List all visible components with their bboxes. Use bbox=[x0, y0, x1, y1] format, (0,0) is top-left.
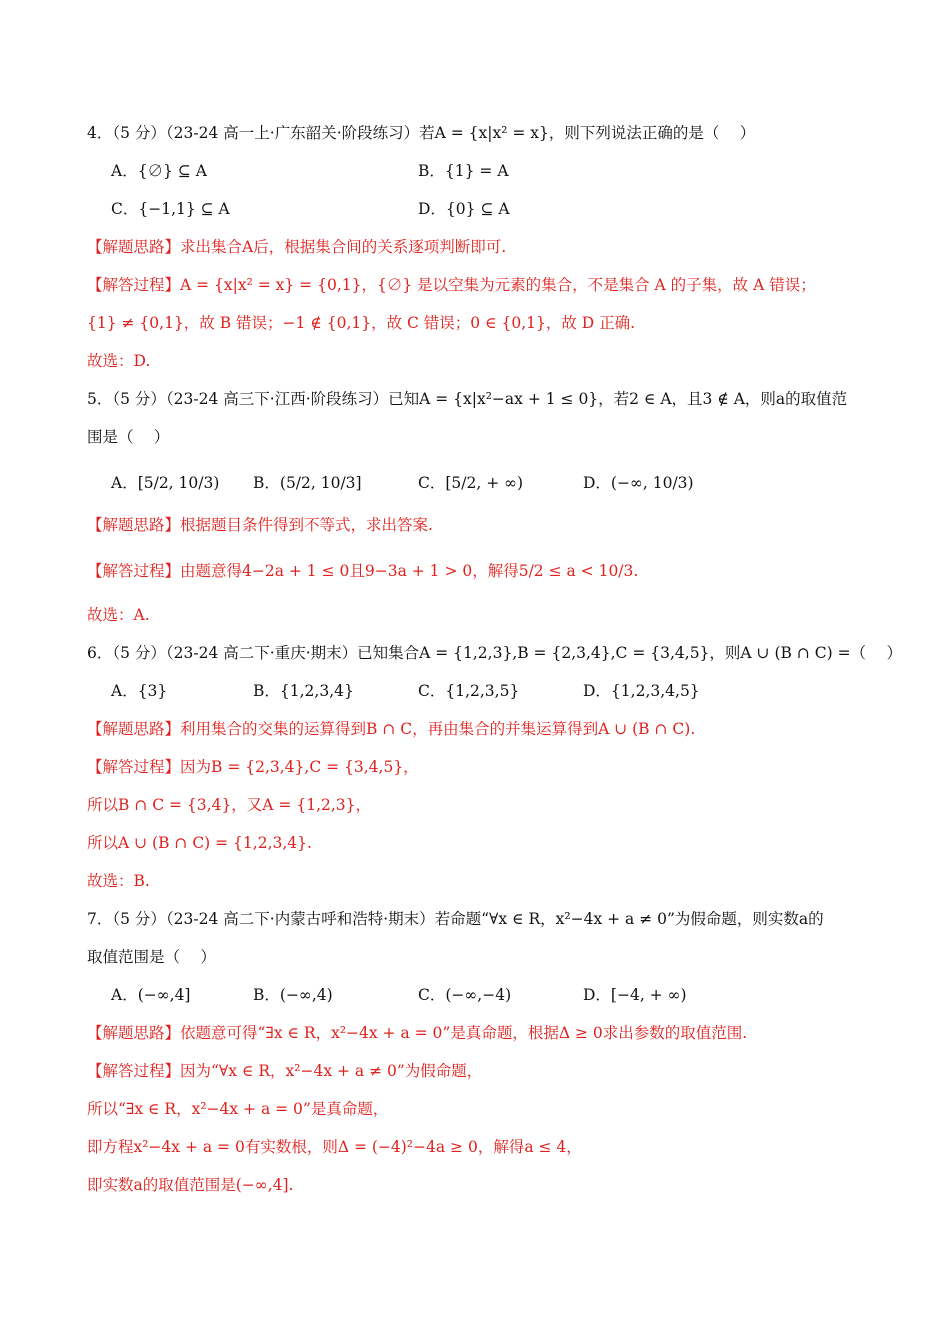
q6-solution-process-line3: 所以A ∪ (B ∩ C) = {1,2,3,4}. bbox=[87, 834, 312, 852]
q4-option-d: D．{0} ⊆ A bbox=[418, 200, 510, 218]
q5-stem-line2: 围是（ ） bbox=[87, 428, 170, 446]
q5-option-a: A．[5/2, 10/3) bbox=[111, 474, 220, 492]
q7-solution-process-line4: 即实数a的取值范围是(−∞,4]. bbox=[87, 1176, 294, 1194]
q6-option-a: A．{3} bbox=[111, 682, 168, 700]
q6-answer: 故选：B. bbox=[87, 872, 150, 890]
q6-stem: 6．（5 分）（23-24 高二下·重庆·期末）已知集合A = {1,2,3},B = {2,3,4},C = {3,4,5}，则A ∪ (B ∩ C) =（ ） bbox=[87, 644, 902, 662]
q7-solution-process-line3: 即方程x²−4x + a = 0有实数根，则Δ = (−4)²−4a ≥ 0，解得a ≤ 4， bbox=[87, 1138, 582, 1156]
q7-option-c: C．(−∞,−4) bbox=[418, 986, 512, 1004]
q5-solution-idea: 【解题思路】根据题目条件得到不等式，求出答案. bbox=[87, 516, 433, 534]
q6-solution-idea: 【解题思路】利用集合的交集的运算得到B ∩ C，再由集合的并集运算得到A ∪ (B ∩ C). bbox=[87, 720, 696, 738]
q7-solution-process-line2: 所以“∃x ∈ R，x²−4x + a = 0”是真命题， bbox=[87, 1100, 389, 1118]
q5-option-c: C．[5/2, + ∞) bbox=[418, 474, 524, 492]
q5-option-d: D．(−∞, 10/3) bbox=[583, 474, 694, 492]
q6-option-d: D．{1,2,3,4,5} bbox=[583, 682, 700, 700]
q4-option-c: C．{−1,1} ⊆ A bbox=[111, 200, 230, 218]
q7-option-b: B．(−∞,4) bbox=[253, 986, 333, 1004]
q5-option-b: B．(5/2, 10/3] bbox=[253, 474, 362, 492]
q4-answer: 故选：D. bbox=[87, 352, 151, 370]
q5-solution-process: 【解答过程】由题意得4−2a + 1 ≤ 0且9−3a + 1 > 0，解得5/2 ≤ a < 10/3. bbox=[87, 562, 639, 580]
q7-option-d: D．[−4, + ∞) bbox=[583, 986, 687, 1004]
q5-answer: 故选：A. bbox=[87, 606, 150, 624]
q7-solution-process-line1: 【解答过程】因为“∀x ∈ R，x²−4x + a ≠ 0”为假命题， bbox=[87, 1062, 483, 1080]
q4-solution-idea: 【解题思路】求出集合A后，根据集合间的关系逐项判断即可. bbox=[87, 238, 507, 256]
q4-solution-process-line2: {1} ≠ {0,1}，故 B 错误；−1 ∉ {0,1}，故 C 错误；0 ∈ {0,1}，故 D 正确. bbox=[87, 314, 636, 332]
q4-option-b: B．{1} = A bbox=[418, 162, 509, 180]
q7-stem-line2: 取值范围是（ ） bbox=[87, 948, 216, 966]
q4-solution-process-line1: 【解答过程】A = {x|x² = x} = {0,1}，{∅} 是以空集为元素的集合，不是集合 A 的子集，故 A 错误； bbox=[87, 276, 816, 294]
q7-stem-line1: 7．（5 分）（23-24 高二下·内蒙古呼和浩特·期末）若命题“∀x ∈ R，x²−4x + a ≠ 0”为假命题，则实数a的 bbox=[87, 910, 824, 928]
q4-stem: 4．（5 分）（23-24 高一上·广东韶关·阶段练习）若A = {x|x² = x}，则下列说法正确的是（ ） bbox=[87, 124, 756, 142]
q6-solution-process-line2: 所以B ∩ C = {3,4}，又A = {1,2,3}， bbox=[87, 796, 372, 814]
q6-option-c: C．{1,2,3,5} bbox=[418, 682, 520, 700]
q7-solution-idea: 【解题思路】依题意可得“∃x ∈ R，x²−4x + a = 0”是真命题，根据Δ ≥ 0求出参数的取值范围. bbox=[87, 1024, 748, 1042]
q4-option-a: A．{∅} ⊆ A bbox=[111, 162, 207, 180]
q7-option-a: A．(−∞,4] bbox=[111, 986, 191, 1004]
q5-stem-line1: 5．（5 分）（23-24 高三下·江西·阶段练习）已知A = {x|x²−ax + 1 ≤ 0}，若2 ∈ A，且3 ∉ A，则a的取值范 bbox=[87, 390, 848, 408]
q6-option-b: B．{1,2,3,4} bbox=[253, 682, 354, 700]
q6-solution-process-line1: 【解答过程】因为B = {2,3,4},C = {3,4,5}， bbox=[87, 758, 419, 776]
